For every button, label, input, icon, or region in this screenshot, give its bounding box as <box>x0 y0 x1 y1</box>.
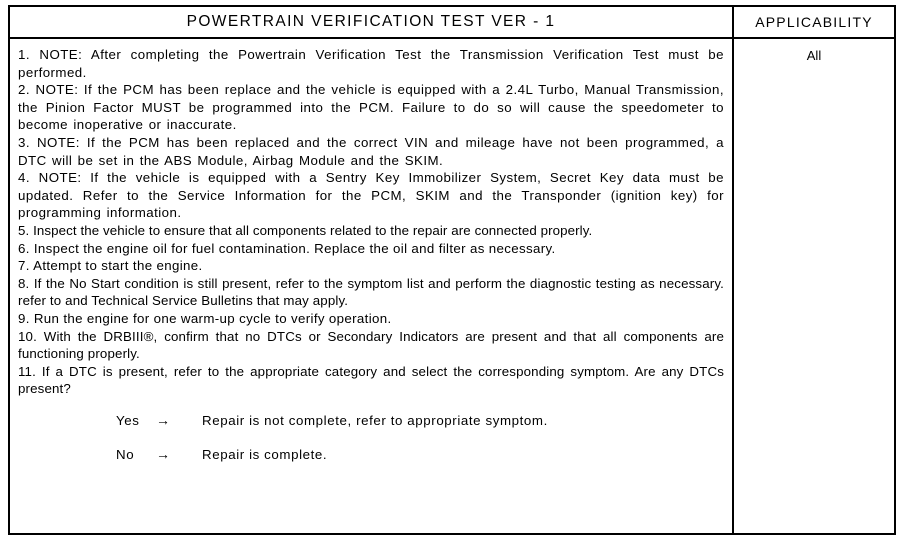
applicability-value-cell: All <box>806 48 822 63</box>
table-body-row <box>10 39 894 533</box>
answer-row-no <box>18 446 724 462</box>
answer-label: Yes <box>116 412 140 428</box>
step-item: 1. NOTE: After completing the Powertrain Verification Test the Transmission Verification Test must be performed. <box>18 47 724 80</box>
step-item: 8. If the No Start condition is still present, refer to the symptom list and perform the diagnostic testing as necessary. refer to and Technical Service Bulletins that may apply. <box>18 275 724 309</box>
arrow-right-icon: → <box>156 411 171 428</box>
step-item: 11. If a DTC is present, refer to the appropriate category and select the corresponding symptom. Are any DTCs present? <box>18 363 724 397</box>
step-item: 4. NOTE: If the vehicle is equipped with a Sentry Key Immobilizer System, Secret Key data must be updated. Refer to the Service Information for the PCM, SKIM and the Transponder (ignition key) for programming information. <box>18 170 724 221</box>
step-item: 9. Run the engine for one warm-up cycle to verify operation. <box>18 310 392 326</box>
step-item: 2. NOTE: If the PCM has been replace and the vehicle is equipped with a 2.4L Turbo, Manual Transmission, the Pinion Factor MUST be programmed into the PCM. Failure to do so will cause the speedometer to become inoperative or inaccurate. <box>18 82 724 133</box>
step-item: 6. Inspect the engine oil for fuel contamination. Replace the oil and filter as necessary. <box>18 240 556 256</box>
table-header-row <box>10 7 894 39</box>
answer-text: Repair is not complete, refer to appropriate symptom. <box>202 412 548 428</box>
verification-test-table <box>8 5 896 535</box>
step-item: 7. Attempt to start the engine. <box>18 258 203 274</box>
step-item: 5. Inspect the vehicle to ensure that all components related to the repair are connected properly. <box>18 222 593 238</box>
answer-label: No <box>116 446 135 462</box>
answer-text: Repair is complete. <box>202 446 328 462</box>
arrow-right-icon: → <box>156 445 171 462</box>
answer-options <box>18 412 724 462</box>
step-item: 10. With the DRBIII®, confirm that no DTCs or Secondary Indicators are present and that all components are functioning properly. <box>18 328 724 362</box>
step-item: 3. NOTE: If the PCM has been replaced and the correct VIN and mileage have not been programmed, a DTC will be set in the ABS Module, Airbag Module and the SKIM. <box>18 134 724 168</box>
answer-row-yes <box>18 412 724 428</box>
table-title-cell: POWERTRAIN VERIFICATION TEST VER - 1 <box>10 7 734 37</box>
test-steps-cell <box>10 39 734 533</box>
table-applicability-header-cell: APPLICABILITY <box>755 14 873 30</box>
